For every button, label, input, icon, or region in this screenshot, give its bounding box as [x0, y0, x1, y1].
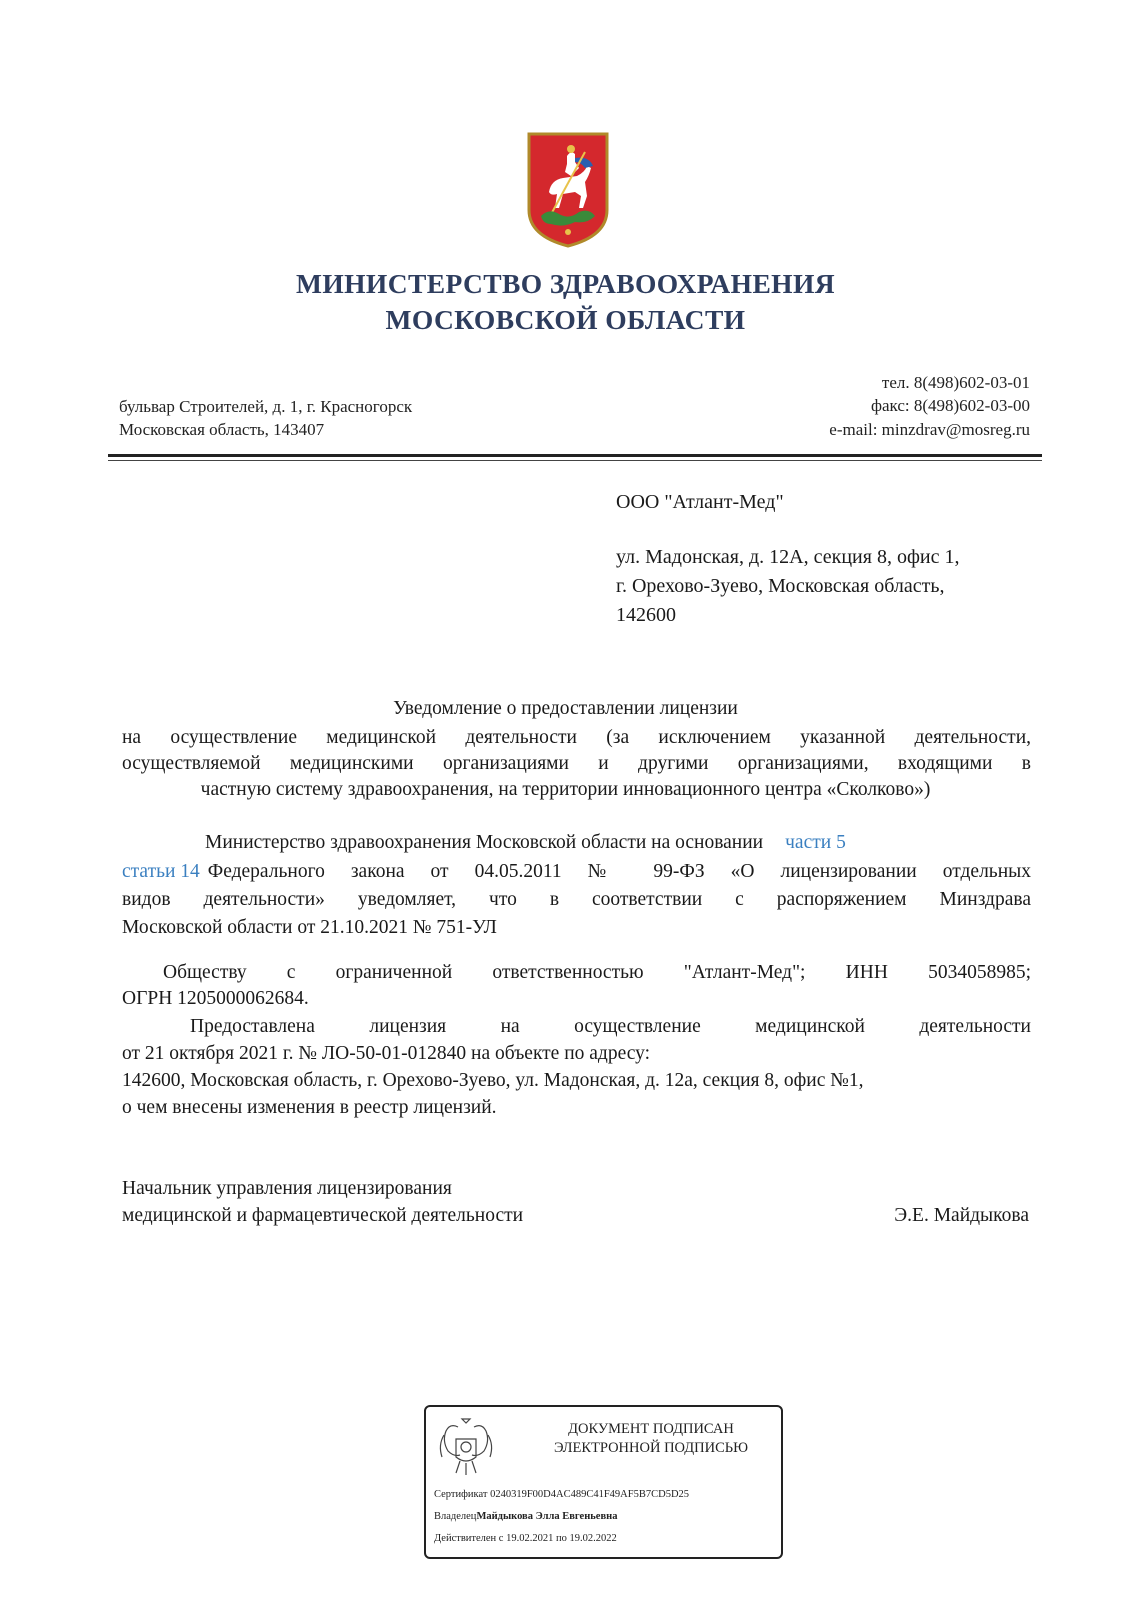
body-p1-line1 [205, 832, 846, 854]
body-p2-line1: Обществу с ограниченной ответственностью "Атлант-Мед"; ИНН 5034058985; [163, 962, 1031, 983]
law-article-link[interactable]: статьи 14 [122, 861, 200, 882]
recipient-address-line1: ул. Мадонская, д. 12А, секция 8, офис 1, [616, 546, 960, 568]
stamp-title-line2: ЭЛЕКТРОННОЙ ПОДПИСЬЮ [553, 1440, 749, 1456]
header-divider-thick [108, 454, 1042, 457]
signatory-position-line2: медицинской и фармацевтической деятельности [122, 1205, 524, 1226]
body-p3-line3: 142600, Московская область, г. Орехово-Зуево, ул. Мадонская, д. 12а, секция 8, офис №1, [122, 1070, 864, 1091]
stamp-title-line1: ДОКУМЕНТ ПОДПИСАН [568, 1421, 734, 1437]
body-p3-line4: о чем внесены изменения в реестр лицензий. [122, 1097, 497, 1118]
body-p2-line2: ОГРН 1205000062684. [122, 988, 309, 1009]
signatory-name: Э.Е. Майдыкова [894, 1205, 1029, 1226]
body-p1-line2-text: Федерального закона от 04.05.2011 № 99-ФЗ «О лицензировании отдельных [207, 861, 1031, 882]
recipient-name: ООО "Атлант-Мед" [616, 491, 784, 513]
subject-line2: на осуществление медицинской деятельности (за исключением указанной деятельности, [122, 727, 1031, 748]
ministry-fax: факс: 8(498)602-03-00 [870, 396, 1030, 415]
ministry-title-line1: МИНИСТЕРСТВО ЗДРАВООХРАНЕНИЯ [295, 268, 836, 299]
header-divider-thin [108, 460, 1042, 461]
subject-line4: частную систему здравоохранения, на территории инновационного центра «Сколково») [200, 779, 931, 800]
coat-of-arms-emblem [527, 132, 609, 248]
stamp-owner [434, 1511, 617, 1522]
stamp-owner-name: Майдыкова Элла Евгеньевна [476, 1511, 618, 1522]
stamp-validity: Действителен с 19.02.2021 по 19.02.2022 [434, 1533, 617, 1544]
stamp-owner-label: Владелец [434, 1511, 477, 1522]
body-p3-line2: от 21 октября 2021 г. № ЛО-50-01-012840 на объекте по адресу: [122, 1043, 651, 1064]
subject-line1: Уведомление о предоставлении лицензии [393, 698, 738, 719]
recipient-address-line2: г. Орехово-Зуево, Московская область, [616, 575, 945, 597]
stamp-certificate: Сертификат 0240319F00D4AC489C41F49AF5B7CD5D25 [434, 1489, 690, 1500]
ministry-title-line2: МОСКОВСКОЙ ОБЛАСТИ [385, 304, 746, 335]
double-headed-eagle-icon [436, 1417, 496, 1479]
body-p1-line3: видов деятельности» уведомляет, что в соответствии с распоряжением Минздрава [122, 889, 1031, 910]
ministry-phone: тел. 8(498)602-03-01 [881, 373, 1030, 392]
subject-line3: осуществляемой медицинскими организациями и другими организациями, входящими в [122, 753, 1031, 774]
body-p3-line1: Предоставлена лицензия на осуществление медицинской деятельности [190, 1016, 1031, 1037]
electronic-signature-stamp [424, 1405, 783, 1559]
body-p1-line4: Московской области от 21.10.2021 № 751-УЛ [122, 917, 497, 938]
ministry-address-line2: Московская область, 143407 [119, 420, 325, 439]
ministry-address-line1: бульвар Строителей, д. 1, г. Красногорск [119, 397, 413, 416]
body-p1-line1-text: Министерство здравоохранения Московской области на основании [205, 832, 764, 853]
signatory-position-line1: Начальник управления лицензирования [122, 1178, 452, 1199]
body-p1-line2 [122, 861, 1031, 883]
ministry-email: e-mail: minzdrav@mosreg.ru [829, 420, 1030, 439]
law-part-link[interactable]: части 5 [785, 832, 846, 853]
recipient-address-line3: 142600 [616, 604, 676, 626]
